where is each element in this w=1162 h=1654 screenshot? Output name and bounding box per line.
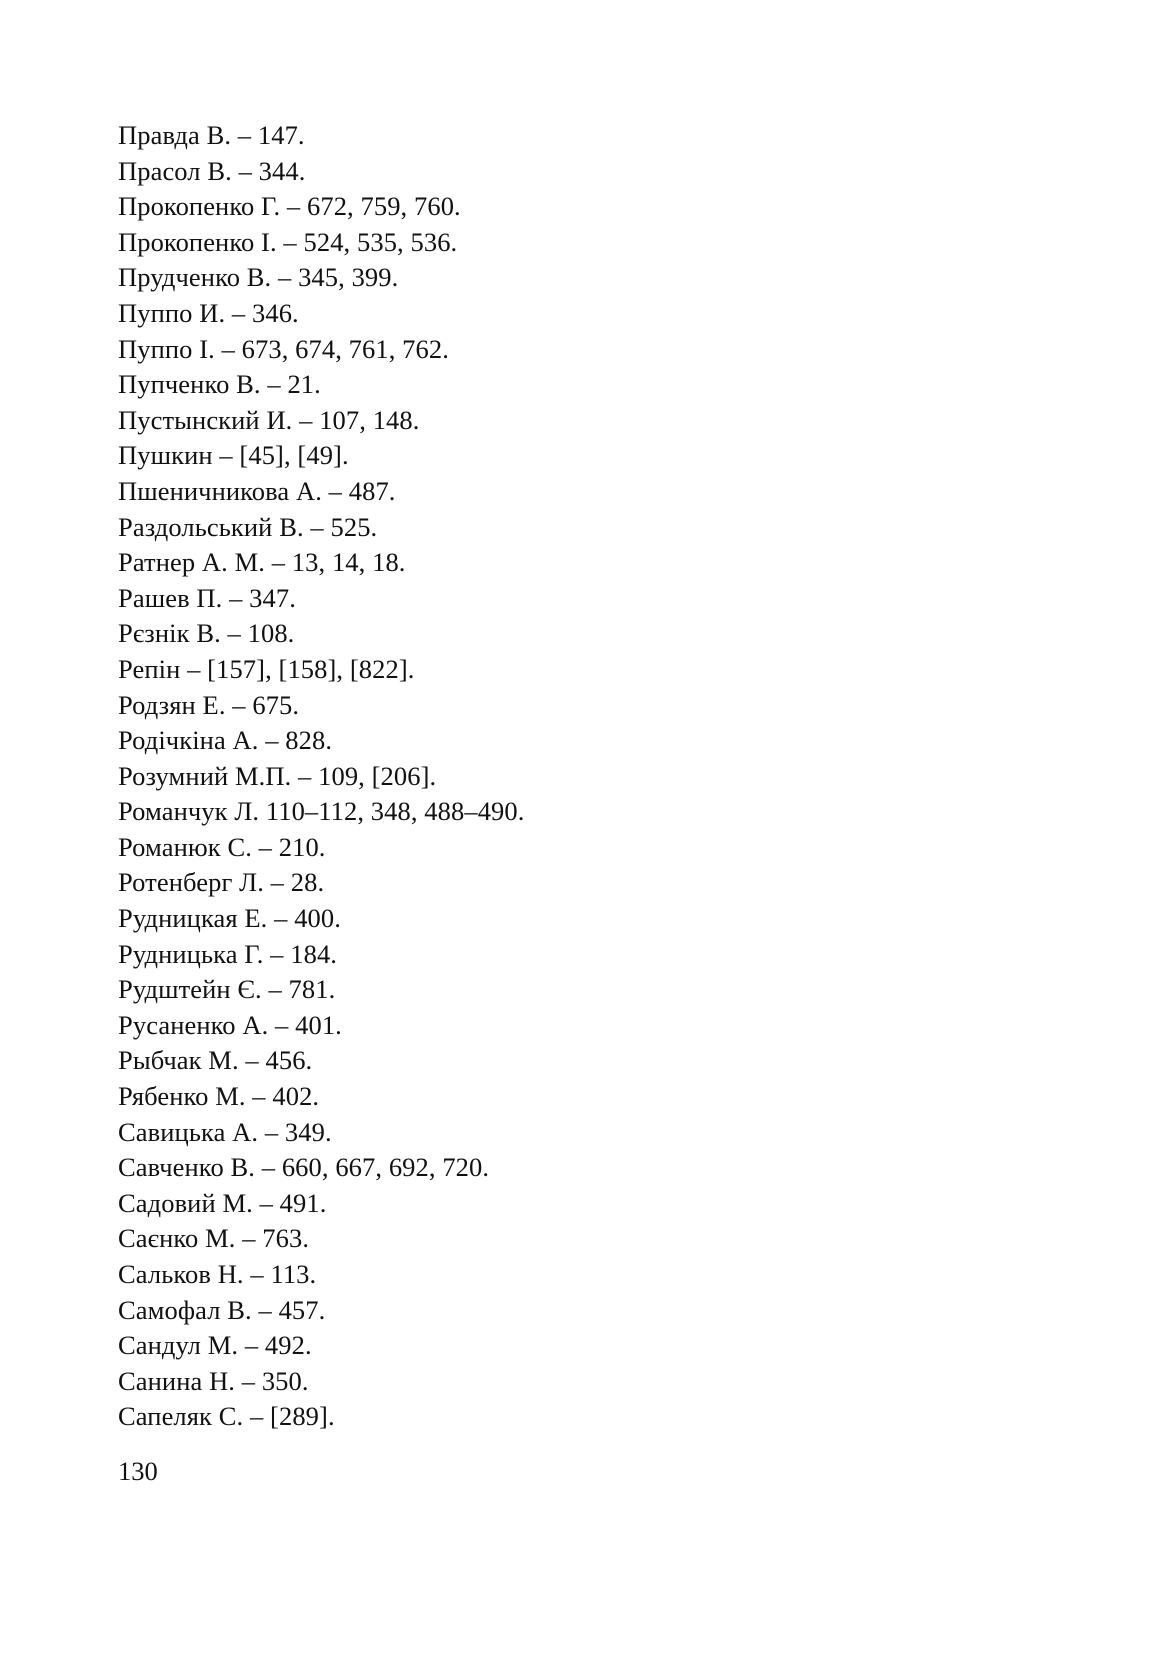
index-entry: Прокопенко Г. – 672, 759, 760. [118,191,461,222]
index-entry: Романчук Л. 110–112, 348, 488–490. [118,796,525,827]
index-entry: Рудштейн Є. – 781. [118,974,336,1005]
index-entry: Сандул М. – 492. [118,1330,312,1361]
index-entry: Розумний М.П. – 109, [206]. [118,760,437,791]
index-entry: Пупченко В. – 21. [118,369,321,400]
index-entry: Пшеничникова А. – 487. [118,475,396,506]
index-entry: Пушкин – [45], [49]. [118,440,349,471]
index-entry: Рєзнік В. – 108. [118,618,295,649]
index-entry: Савченко В. – 660, 667, 692, 720. [118,1152,490,1183]
index-entry: Ротенберг Л. – 28. [118,867,325,898]
index-entry: Санина Н. – 350. [118,1365,309,1396]
index-entry: Ратнер А. М. – 13, 14, 18. [118,547,406,578]
index-entry: Прасол В. – 344. [118,155,306,186]
index-entry: Рудницкая Е. – 400. [118,903,341,934]
index-entry: Рашев П. – 347. [118,582,296,613]
index-entry: Романюк С. – 210. [118,831,326,862]
index-entry: Раздольський В. – 525. [118,511,378,542]
index-entry: Савицька А. – 349. [118,1116,332,1147]
index-entry: Сапеляк С. – [289]. [118,1401,335,1432]
index-entry: Сальков Н. – 113. [118,1259,317,1289]
index-entry: Родічкіна А. – 828. [118,725,333,756]
index-entry: Саєнко М. – 763. [118,1223,310,1254]
name-index-list [118,118,524,1435]
index-entry: Прудченко В. – 345, 399. [118,262,399,293]
index-entry: Рудницька Г. – 184. [118,938,338,969]
index-entry: Пуппо И. – 346. [118,297,299,328]
index-entry: Пуппо І. – 673, 674, 761, 762. [118,333,449,364]
index-entry: Рябенко М. – 402. [118,1081,320,1112]
index-entry: Пустынский И. – 107, 148. [118,404,420,435]
page-number: 130 [118,1456,158,1486]
index-entry: Репін – [157], [158], [822]. [118,653,415,684]
index-entry: Родзян Е. – 675. [118,689,300,720]
index-entry: Правда В. – 147. [118,120,305,150]
index-entry: Самофал В. – 457. [118,1294,326,1325]
index-entry: Рыбчак М. – 456. [118,1045,313,1076]
index-entry: Прокопенко І. – 524, 535, 536. [118,226,458,257]
index-entry: Русаненко А. – 401. [118,1009,342,1040]
index-entry: Садовий М. – 491. [118,1187,327,1218]
